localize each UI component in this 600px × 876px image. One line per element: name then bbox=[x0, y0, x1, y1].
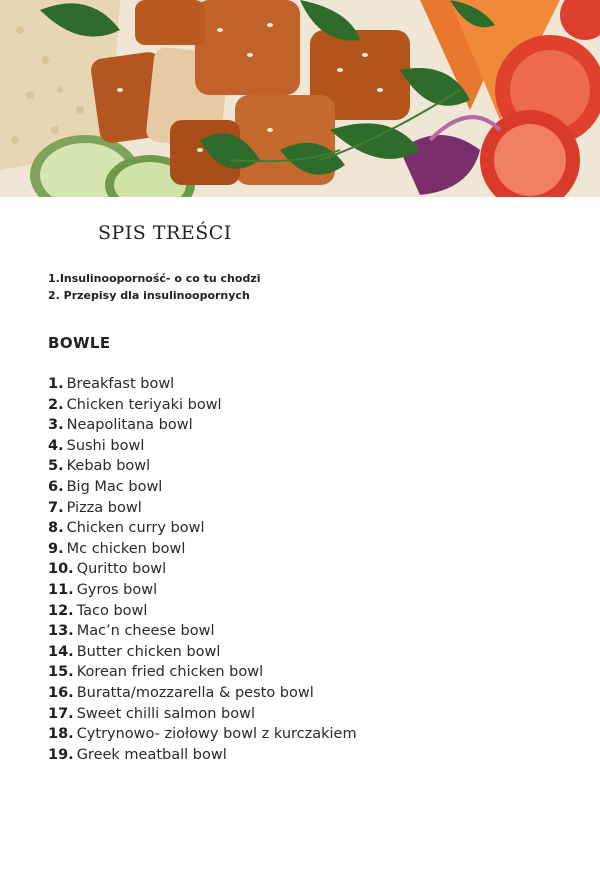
list-item[interactable] bbox=[48, 724, 357, 745]
item-label: Breakfast bowl bbox=[66, 376, 175, 392]
item-number: 8. bbox=[48, 520, 64, 537]
item-number: 7. bbox=[48, 499, 64, 516]
item-number: 14. bbox=[48, 643, 74, 660]
item-number: 16. bbox=[48, 684, 74, 701]
list-item[interactable] bbox=[48, 539, 357, 560]
item-number: 17. bbox=[48, 705, 74, 722]
item-number: 2. bbox=[48, 396, 64, 413]
list-item[interactable] bbox=[48, 745, 357, 766]
item-label: Gyros bowl bbox=[76, 581, 158, 598]
list-item[interactable] bbox=[48, 662, 357, 683]
recipe-list bbox=[48, 374, 357, 765]
item-label: Chicken curry bowl bbox=[66, 520, 205, 537]
list-item[interactable] bbox=[48, 456, 357, 477]
item-number: 13. bbox=[48, 623, 74, 640]
item-number: 6. bbox=[48, 478, 64, 495]
item-label: Cytrynowo- ziołowy bowl z kurczakiem bbox=[76, 726, 357, 743]
list-item[interactable] bbox=[48, 498, 357, 519]
section-title-bowle: BOWLE bbox=[48, 334, 111, 352]
item-label: Kebab bowl bbox=[66, 458, 151, 475]
list-item[interactable] bbox=[48, 580, 357, 601]
list-item[interactable] bbox=[48, 415, 357, 436]
list-item[interactable] bbox=[48, 436, 357, 457]
intro-item[interactable]: 1.Insulinooporność- o co tu chodzi bbox=[48, 272, 261, 285]
item-label: Mc chicken bowl bbox=[66, 540, 186, 557]
list-item[interactable] bbox=[48, 683, 357, 704]
item-number: 18. bbox=[48, 726, 74, 743]
toc-title: SPIS TREŚCI bbox=[98, 222, 232, 244]
item-label: Big Mac bowl bbox=[66, 478, 163, 495]
item-label: Mac’n cheese bowl bbox=[76, 623, 215, 640]
item-label: Taco bowl bbox=[76, 602, 148, 619]
item-label: Pizza bowl bbox=[66, 499, 142, 516]
item-number: 9. bbox=[48, 540, 64, 557]
list-item[interactable] bbox=[48, 559, 357, 580]
list-item[interactable] bbox=[48, 621, 357, 642]
item-label: Quritto bowl bbox=[76, 561, 167, 578]
item-number: 12. bbox=[48, 602, 74, 619]
item-label: Sweet chilli salmon bowl bbox=[76, 705, 255, 722]
item-label: Buratta/mozzarella & pesto bowl bbox=[76, 684, 314, 701]
item-number: 19. bbox=[48, 746, 74, 763]
item-number: 3. bbox=[48, 417, 64, 434]
item-number: 10. bbox=[48, 561, 74, 578]
list-item[interactable] bbox=[48, 642, 357, 663]
item-label: Greek meatball bowl bbox=[76, 746, 227, 763]
item-number: 1. bbox=[48, 376, 64, 392]
list-item[interactable] bbox=[48, 477, 357, 498]
item-number: 11. bbox=[48, 581, 74, 598]
list-item[interactable] bbox=[48, 601, 357, 622]
item-label: Sushi bowl bbox=[66, 437, 145, 454]
item-number: 15. bbox=[48, 664, 74, 681]
item-label: Butter chicken bowl bbox=[76, 643, 221, 660]
item-number: 4. bbox=[48, 437, 64, 454]
list-item[interactable] bbox=[48, 374, 357, 395]
intro-item[interactable]: 2. Przepisy dla insulinoopornych bbox=[48, 289, 250, 302]
item-label: Chicken teriyaki bowl bbox=[66, 396, 222, 413]
hero-food-image bbox=[0, 0, 600, 197]
intro-list bbox=[48, 270, 261, 304]
item-label: Neapolitana bowl bbox=[66, 417, 193, 434]
list-item[interactable] bbox=[48, 704, 357, 725]
list-item[interactable] bbox=[48, 395, 357, 416]
list-item[interactable] bbox=[48, 518, 357, 539]
item-number: 5. bbox=[48, 458, 64, 475]
food-bowl-photo-icon bbox=[0, 0, 600, 197]
item-label: Korean fried chicken bowl bbox=[76, 664, 264, 681]
